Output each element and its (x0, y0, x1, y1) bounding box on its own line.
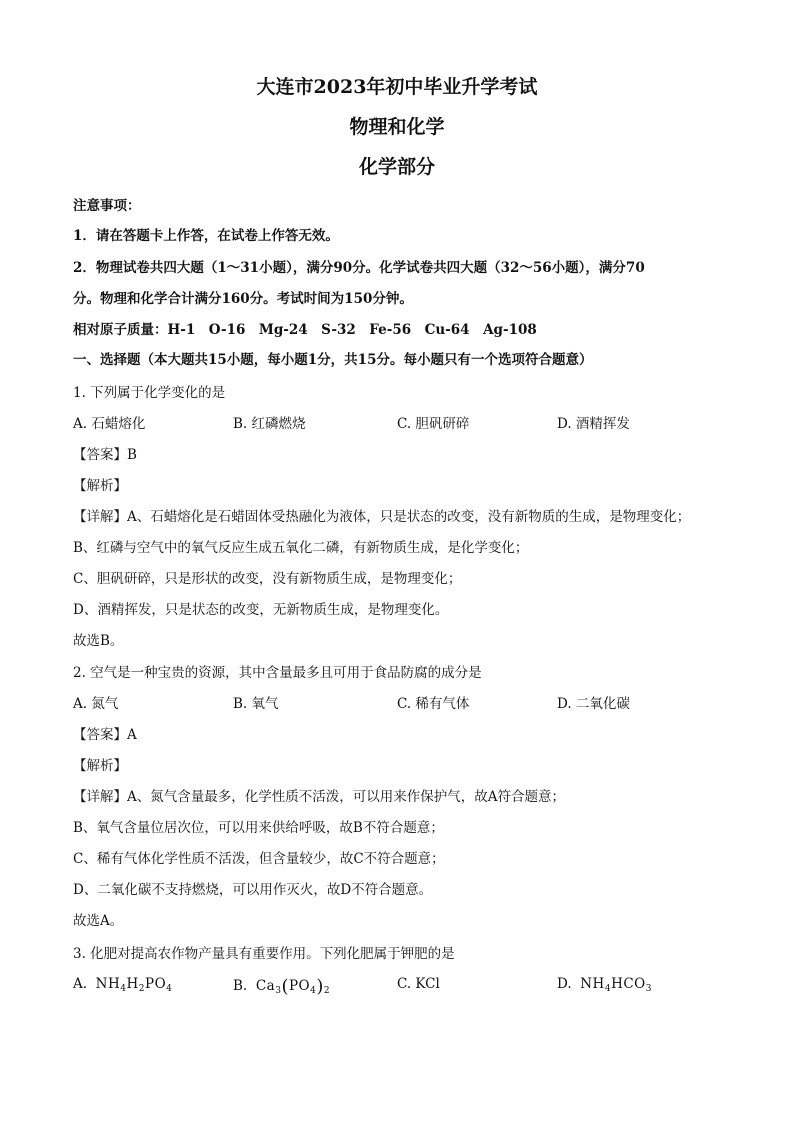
q3-option-b (233, 976, 330, 997)
q1-option-c: C. 胆矾研碎 (397, 416, 470, 432)
q2-answer: 【答案】A (73, 727, 137, 743)
q3-option-d (557, 976, 652, 994)
q3-option-b-label: B. (233, 978, 248, 994)
q2-detail-3: C、稀有气体化学性质不活泼，但含量较少，故C不符合题意； (73, 851, 445, 867)
q2-conclusion: 故选A。 (73, 913, 124, 929)
q3-option-b-formula: $Ca_3(PO_4)_2$ (255, 976, 331, 997)
subject-title: 物理和化学 (349, 116, 445, 138)
q1-detail-2: B、红磷与空气中的氧气反应生成五氧化二磷，有新物质生成，是化学变化； (73, 540, 529, 556)
q3-option-d-formula: $NH_4HCO_3$ (580, 976, 652, 994)
note-1: 1．请在答题卡上作答，在试卷上作答无效。 (73, 228, 339, 244)
q3-option-a-formula: $NH_4H_2PO_4$ (95, 976, 173, 994)
q1-answer: 【答案】B (73, 447, 137, 463)
q2-option-c: C. 稀有气体 (397, 696, 470, 712)
question-3-options (73, 976, 753, 996)
section-title: 化学部分 (358, 156, 435, 178)
q2-detail-1: 【详解】A、氮气含量最多，化学性质不活泼，可以用来作保护气，故A符合题意； (73, 789, 565, 805)
q1-analysis-label: 【解析】 (73, 478, 127, 494)
question-2-options (73, 692, 753, 712)
q3-option-a-label: A. (73, 976, 88, 992)
q1-detail-3: C、胆矾研碎，只是形状的改变，没有新物质生成，是物理变化； (73, 571, 462, 587)
q1-option-b: B. 红磷燃烧 (233, 416, 306, 432)
q1-detail-4: D、酒精挥发，只是状态的改变，无新物质生成，是物理变化。 (73, 602, 449, 618)
note-2-line-2: 分。物理和化学合计满分160分。考试时间为150分钟。 (73, 291, 413, 307)
q3-option-d-label: D. (557, 976, 572, 992)
note-2-line-1: 2．物理试卷共四大题（1～31小题），满分90分。化学试卷共四大题（32～56小题），满分70 (73, 260, 645, 276)
q2-detail-4: D、二氧化碳不支持燃烧，可以用作灭火，故D不符合题意。 (73, 882, 433, 898)
q2-option-d: D. 二氧化碳 (557, 696, 630, 712)
section-heading: 一、选择题（本大题共15小题，每小题1分，共15分。每小题只有一个选项符合题意） (73, 352, 593, 368)
question-3-stem: 3. 化肥对提高农作物产量具有重要作用。下列化肥属于钾肥的是 (73, 946, 455, 962)
q2-detail-2: B、氧气含量位居次位，可以用来供给呼吸，故B不符合题意； (73, 820, 444, 836)
question-1-stem: 1. 下列属于化学变化的是 (73, 385, 226, 401)
q3-option-c: C. KCl (397, 976, 440, 992)
q3-option-a (73, 976, 172, 994)
exam-title: 大连市2023年初中毕业升学考试 (256, 76, 538, 98)
question-2-stem: 2. 空气是一种宝贵的资源，其中含量最多且可用于食品防腐的成分是 (73, 665, 482, 681)
q2-option-a: A. 氮气 (73, 696, 119, 712)
notes-heading: 注意事项： (73, 198, 141, 214)
atomic-masses: 相对原子质量：H-1 O-16 Mg-24 S-32 Fe-56 Cu-64 Ag-108 (73, 322, 537, 338)
q1-option-d: D. 酒精挥发 (557, 416, 630, 432)
q1-detail-1: 【详解】A、石蜡熔化是石蜡固体受热融化为液体，只是状态的改变，没有新物质的生成，是物理变化； (73, 509, 691, 525)
q2-option-b: B. 氧气 (233, 696, 279, 712)
q1-conclusion: 故选B。 (73, 633, 124, 649)
q2-analysis-label: 【解析】 (73, 758, 127, 774)
question-1-options (73, 412, 753, 432)
q1-option-a: A. 石蜡熔化 (73, 416, 146, 432)
